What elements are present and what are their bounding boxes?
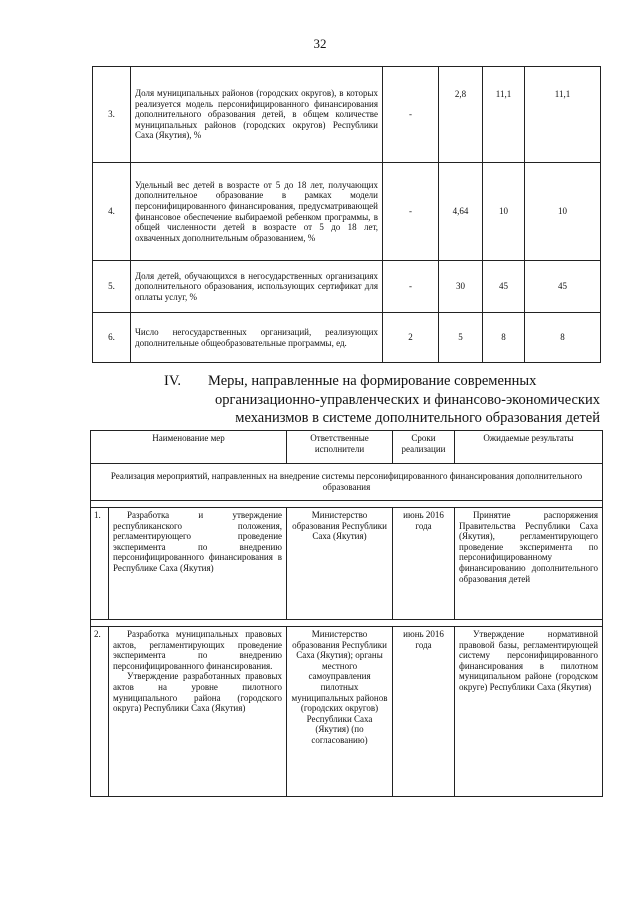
header-results: Ожидаемые результаты [455,431,603,464]
indicator-description: Число негосударственных организаций, реализующих дополнительные общеобразовательные программы, ед. [131,313,383,363]
indicators-table [92,66,601,363]
indicator-value: 8 [525,313,601,363]
table-row [93,67,601,163]
measure-text: Утверждение разработанных правовых актов на уровне пилотного муниципального района (городского округа) Республики Саха (Якутия) [113,671,283,714]
row-number: 3. [93,67,131,163]
table-subheading-row [91,464,603,501]
measures-table [90,430,603,797]
indicator-value: - [383,163,439,261]
row-number: 5. [93,261,131,313]
table-row [93,163,601,261]
indicator-value: 2,8 [439,67,483,163]
section-title-line: организационно-управленческих и финансово-экономических [215,391,600,408]
section-title-line: механизмов в системе дополнительного образования детей [235,410,600,426]
indicator-value: 45 [483,261,525,313]
indicator-description: Доля детей, обучающихся в негосударственных организациях дополнительного образования, использующих сертификат для оплаты услуг, % [131,261,383,313]
header-responsible: Ответственные исполнители [287,431,393,464]
header-deadline: Сроки реализации [393,431,455,464]
spacer-row [91,501,603,508]
measure-deadline: июнь 2016 года [393,508,455,620]
result-text: Принятие распоряжения Правительства Республики Саха (Якутия), регламентирующего проведение эксперимента по персонифицированному финансированию дополнительного образования детей [459,510,599,584]
indicator-description: Доля муниципальных районов (городских округов), в которых реализуется модель персонифицированного финансирования дополнительного образования детей, в общем количестве муниципальных районов (городских округов) Республики Саха (Якутия), % [131,67,383,163]
indicator-value: 30 [439,261,483,313]
row-number: 1. [91,508,109,620]
spacer-row [91,620,603,627]
measure-text: Разработка и утверждение республиканского положения, регламентирующего проведение эксперимента по внедрению персонифицированного финансирования в Республике Саха (Якутия) [113,510,283,573]
page-number: 32 [313,36,327,51]
measure-name [109,627,287,797]
table-row [91,508,603,620]
indicator-value: 2 [383,313,439,363]
row-number: 4. [93,163,131,261]
measure-text: Разработка муниципальных правовых актов, регламентирующих проведение эксперимента по внедрению персонифицированного финансирования. [113,629,283,671]
table-header-row [91,431,603,464]
row-number: 6. [93,313,131,363]
measure-responsible: Министерство образования Республики Саха (Якутия); органы местного самоуправления пилотных муниципальных районов (городских округов) Республики Саха (Якутия) (по согласованию) [287,627,393,797]
measure-result [455,508,603,620]
table-row [93,313,601,363]
measure-result [455,627,603,797]
row-number: 2. [91,627,109,797]
indicator-value: 5 [439,313,483,363]
table-row [93,261,601,313]
header-name: Наименование мер [91,431,287,464]
indicator-value: 8 [483,313,525,363]
table-subheading: Реализация мероприятий, направленных на внедрение системы персонифицированного финансирования дополнительного образования [91,464,603,501]
indicator-value: - [383,67,439,163]
indicator-value: 11,1 [483,67,525,163]
result-text: Утверждение нормативной правовой базы, регламентирующей систему персонифицированного финансирования в пилотном муниципальном районе (городском округе) Республики Саха (Якутия) [459,629,599,692]
measure-deadline: июнь 2016 года [393,627,455,797]
indicator-value: 10 [483,163,525,261]
indicator-value: - [383,261,439,313]
indicator-value: 45 [525,261,601,313]
indicator-value: 10 [525,163,601,261]
measure-name [109,508,287,620]
measure-responsible: Министерство образования Республики Саха (Якутия) [287,508,393,620]
indicator-description: Удельный вес детей в возрасте от 5 до 18 лет, получающих дополнительное образование в рамках модели персонифицированного финансирования, предусматривающей финансовое обеспечение выбираемой ребенком программы, в общей численности детей в возрасте от 5 до 18 лет, охваченных дополнительным образованием, % [131,163,383,261]
indicator-value: 11,1 [525,67,601,163]
section-heading [150,372,600,428]
indicator-value: 4,64 [439,163,483,261]
table-row [91,627,603,797]
section-number: IV. [164,373,182,389]
section-title-line: Меры, направленные на формирование современных [208,373,537,389]
